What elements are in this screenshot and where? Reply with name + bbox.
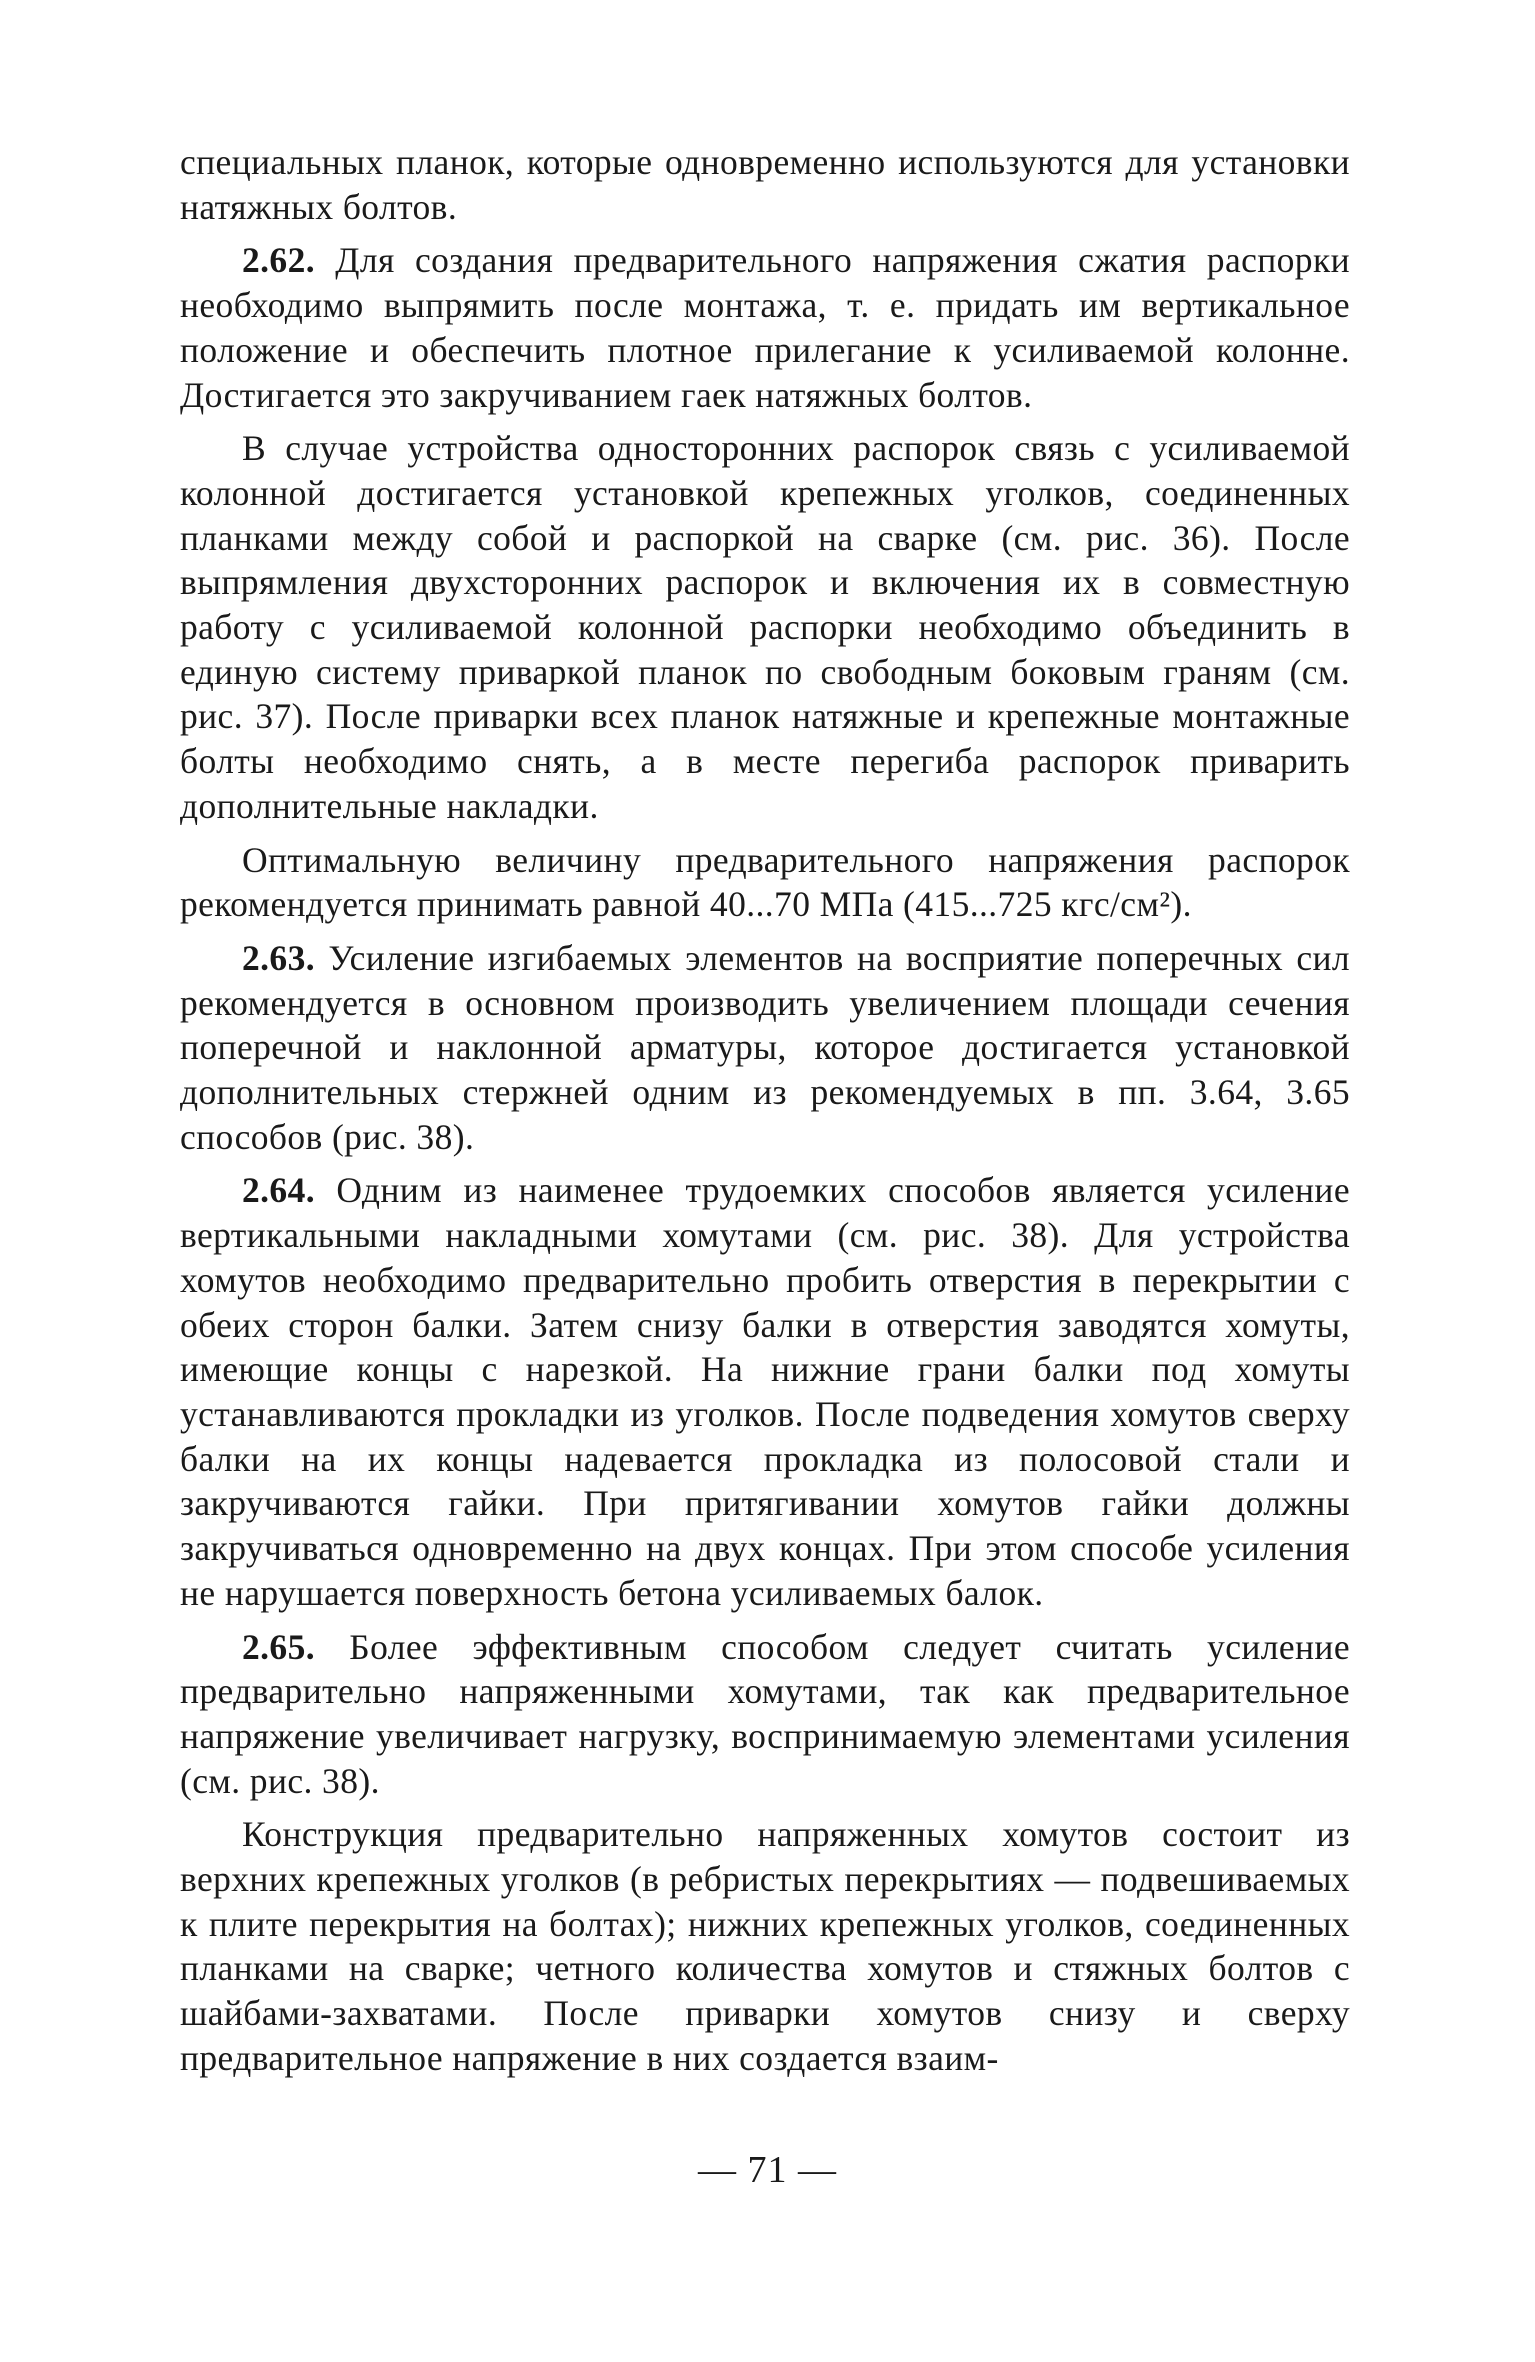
paragraph-2-62 (180, 238, 1350, 417)
paragraph-4 (180, 838, 1350, 927)
paragraph-3 (180, 426, 1350, 828)
paragraph-1 (180, 140, 1350, 229)
paragraph-2-63 (180, 936, 1350, 1160)
section-number: 2.62. (242, 240, 315, 281)
paragraph-text: Более эффективным способом следует считать усиление предварительно напряженными хомутами, так как предварительное напряжение увеличивает нагрузку, воспринимаемую элементами усиления (см. рис. 38). (180, 1626, 1350, 1801)
paragraph-text: Для создания предварительного напряжения сжатия распорки необходимо выпрямить после монтажа, т. е. придать им вертикальное положение и обеспечить плотное прилегание к усиливаемой колонне. Достигается это закручиванием гаек натяжных болтов. (180, 240, 1350, 415)
paragraph-text: Оптимальную величину предварительного напряжения распорок рекомендуется принимать равной 40...70 МПа (415...725 кгс/см²). (180, 839, 1350, 925)
section-number: 2.64. (242, 1170, 315, 1211)
paragraph-text: Усиление изгибаемых элементов на восприятие поперечных сил рекомендуется в основном производить увеличением площади сечения поперечной и наклонной арматуры, которое достигается установкой дополнительных стержней одним из рекомендуемых в пп. 3.64, 3.65 способов (рис. 38). (180, 937, 1350, 1157)
page-body (180, 140, 1350, 2090)
page-number: — 71 — (698, 2149, 837, 2191)
paragraph-text: специальных планок, которые одновременно используются для установки натяжных болтов. (180, 142, 1350, 227)
paragraph-text: В случае устройства односторонних распорок связь с усиливаемой колонной достигается установкой крепежных уголков, соединенных планками между собой и распоркой на сварке (см. рис. 36). После выпрямления двухсторонних распорок и включения их в совместную работу с усиливаемой колонной распорки необходимо объединить в единую систему приваркой планок по свободным боковым граням (см. рис. 37). После приварки всех планок натяжные и крепежные монтажные болты необходимо снять, а в месте перегиба распорок приварить дополнительные накладки. (180, 428, 1350, 826)
paragraph-text: Конструкция предварительно напряженных хомутов состоит из верхних крепежных уголков (в ребристых перекрытиях — подвешиваемых к плите перекрытия на болтах); нижних крепежных уголков, соединенных планками на сварке; четного количества хомутов и стяжных болтов с шайбами-захватами. После приварки хомутов снизу и сверху предварительное напряжение в них создается взаим- (180, 1814, 1350, 2078)
paragraph-8 (180, 1812, 1350, 2080)
paragraph-2-64 (180, 1168, 1350, 1615)
paragraph-text: Одним из наименее трудоемких способов является усиление вертикальными накладными хомутами (см. рис. 38). Для устройства хомутов необходимо предварительно пробить отверстия в перекрытии с обеих сторон балки. Затем снизу балки в отверстия заводятся хомуты, имеющие концы с нарезкой. На нижние грани балки под хомуты устанавливаются прокладки из уголков. После подведения хомутов сверху балки на их концы надевается прокладка из полосовой стали и закручиваются гайки. При притягивании хомутов гайки должны закручиваться одновременно на двух концах. При этом способе усиления не нарушается поверхность бетона усиливаемых балок. (180, 1170, 1350, 1613)
section-number: 2.63. (242, 937, 315, 978)
paragraph-2-65 (180, 1625, 1350, 1804)
section-number: 2.65. (242, 1626, 315, 1667)
